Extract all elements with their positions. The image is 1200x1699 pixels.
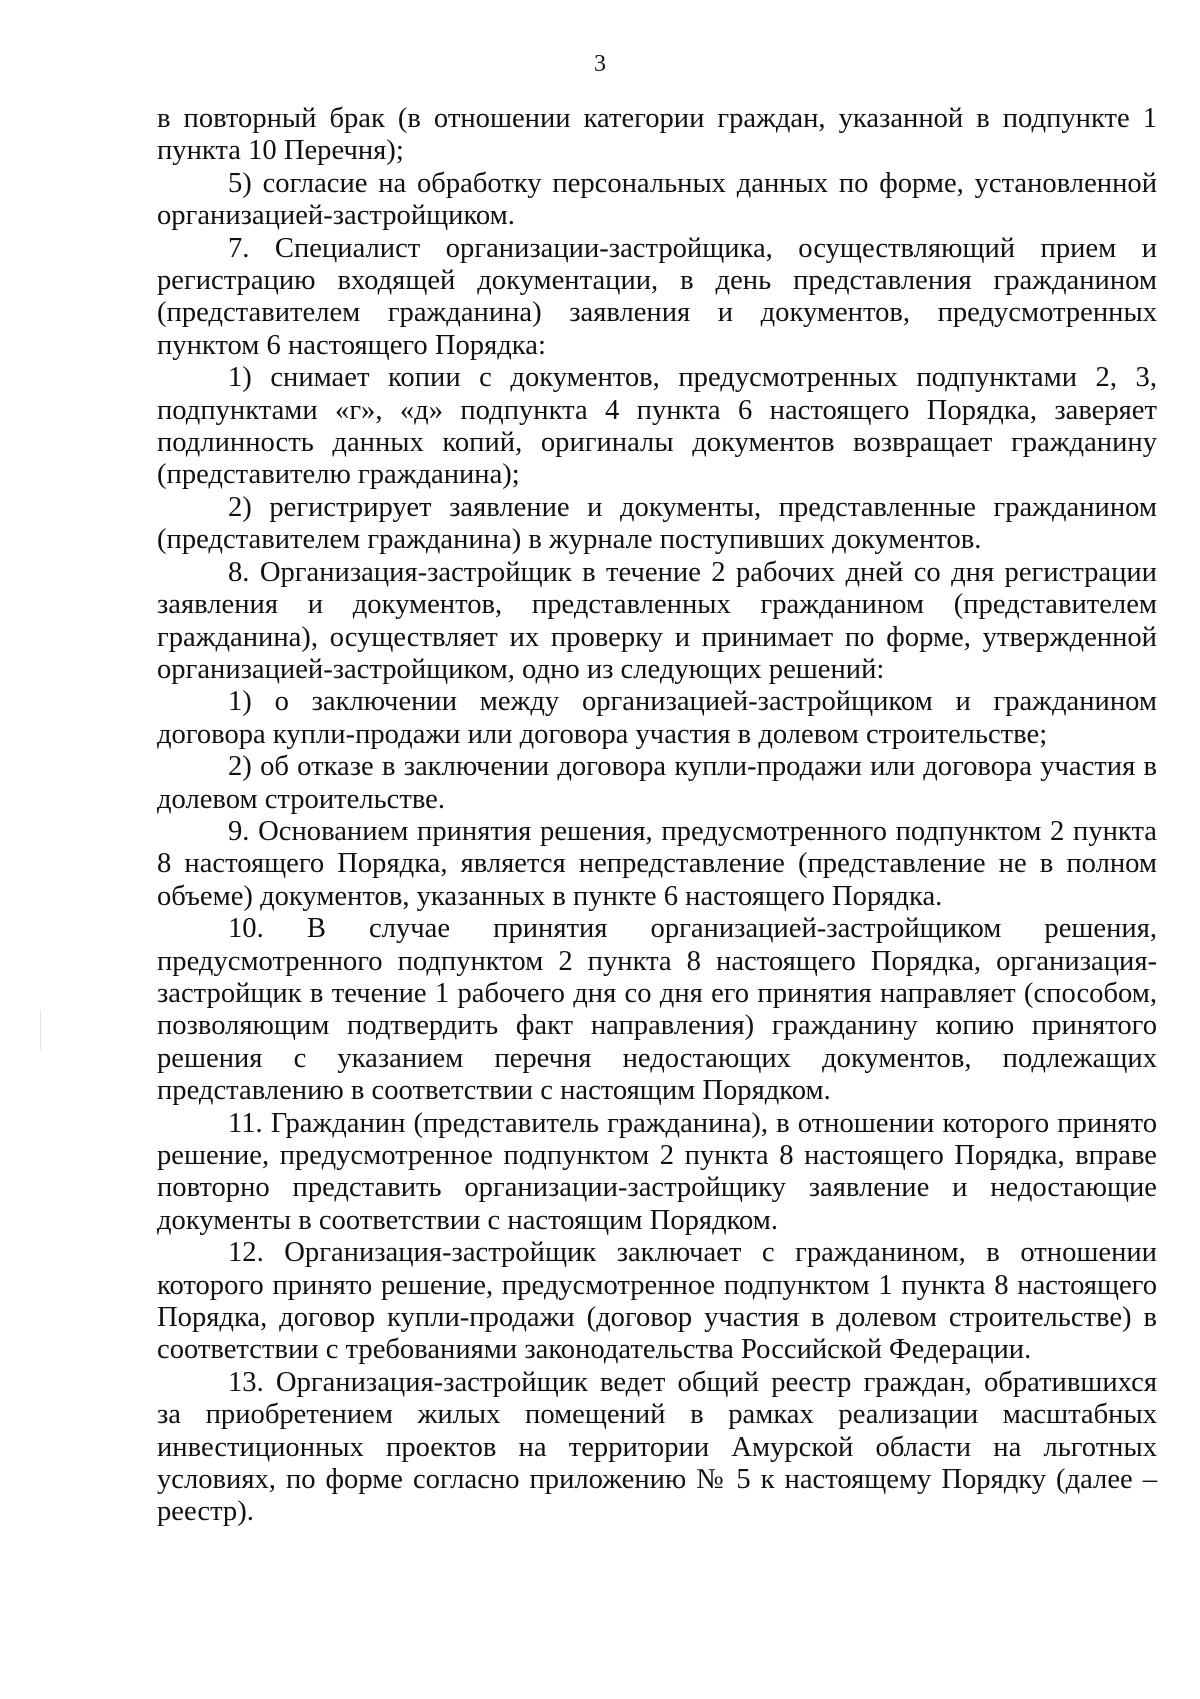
scan-artifact-line bbox=[40, 1010, 41, 1050]
paragraph-7: 7. Специалист организации-застройщика, осуществляющий прием и регистрацию входящей документации, в день представления гражданином (представителем гражданина) заявления и документов, предусмотренных пунктом 6 настоящего Порядка: bbox=[157, 232, 1157, 361]
paragraph-8: 8. Организация-застройщик в течение 2 рабочих дней со дня регистрации заявления и документов, представленных гражданином (представителем гражданина), осуществляет их проверку и принимает по форме, утвержденной организацией-застройщиком, одно из следующих решений: bbox=[157, 556, 1157, 685]
paragraph-8-item-1: 1) о заключении между организацией-застройщиком и гражданином договора купли-продажи или договора участия в долевом строительстве; bbox=[157, 686, 1157, 750]
paragraph-continuation: в повторный брак (в отношении категории граждан, указанной в подпункте 1 пункта 10 Перечня); bbox=[157, 103, 1157, 167]
paragraph-9: 9. Основанием принятия решения, предусмотренного подпунктом 2 пункта 8 настоящего Порядка, является непредставление (представление не в полном объеме) документов, указанных в пункте 6 настоящего Порядка. bbox=[157, 815, 1157, 912]
paragraph-10: 10. В случае принятия организацией-застройщиком решения, предусмотренного подпунктом 2 пункта 8 настоящего Порядка, организация-застройщик в течение 1 рабочего дня со дня его принятия направляет (способом, позволяющим подтвердить факт направления) гражданину копию принятого решения с указанием перечня недостающих документов, подлежащих представлению в соответствии с настоящим Порядком. bbox=[157, 913, 1157, 1107]
paragraph-11: 11. Гражданин (представитель гражданина), в отношении которого принято решение, предусмотренное подпунктом 2 пункта 8 настоящего Порядка, вправе повторно представить организации-застройщику заявление и недостающие документы в соответствии с настоящим Порядком. bbox=[157, 1107, 1157, 1236]
paragraph-7-item-1: 1) снимает копии с документов, предусмотренных подпунктами 2, 3, подпунктами «г», «д» подпункта 4 пункта 6 настоящего Порядка, заверяет подлинность данных копий, оригиналы документов возвращает гражданину (представителю гражданина); bbox=[157, 362, 1157, 491]
page-number: 3 bbox=[594, 51, 606, 77]
paragraph-13: 13. Организация-застройщик ведет общий реестр граждан, обратившихся за приобретением жилых помещений в рамках реализации масштабных инвестиционных проектов на территории Амурской области на льготных условиях, по форме согласно приложению № 5 к настоящему Порядку (далее – реестр). bbox=[157, 1366, 1157, 1528]
paragraph-7-item-2: 2) регистрирует заявление и документы, представленные гражданином (представителем гражданина) в журнале поступивших документов. bbox=[157, 491, 1157, 556]
paragraph-8-item-2: 2) об отказе в заключении договора купли-продажи или договора участия в долевом строительстве. bbox=[157, 751, 1157, 815]
paragraph-12: 12. Организация-застройщик заключает с гражданином, в отношении которого принято решение, предусмотренное подпунктом 1 пункта 8 настоящего Порядка, договор купли-продажи (договор участия в долевом строительстве) в соответствии с требованиями законодательства Российской Федерации. bbox=[157, 1237, 1157, 1366]
paragraph-item-5-consent: 5) согласие на обработку персональных данных по форме, установленной организацией-застройщиком. bbox=[157, 167, 1157, 232]
document-body bbox=[157, 103, 1157, 1529]
